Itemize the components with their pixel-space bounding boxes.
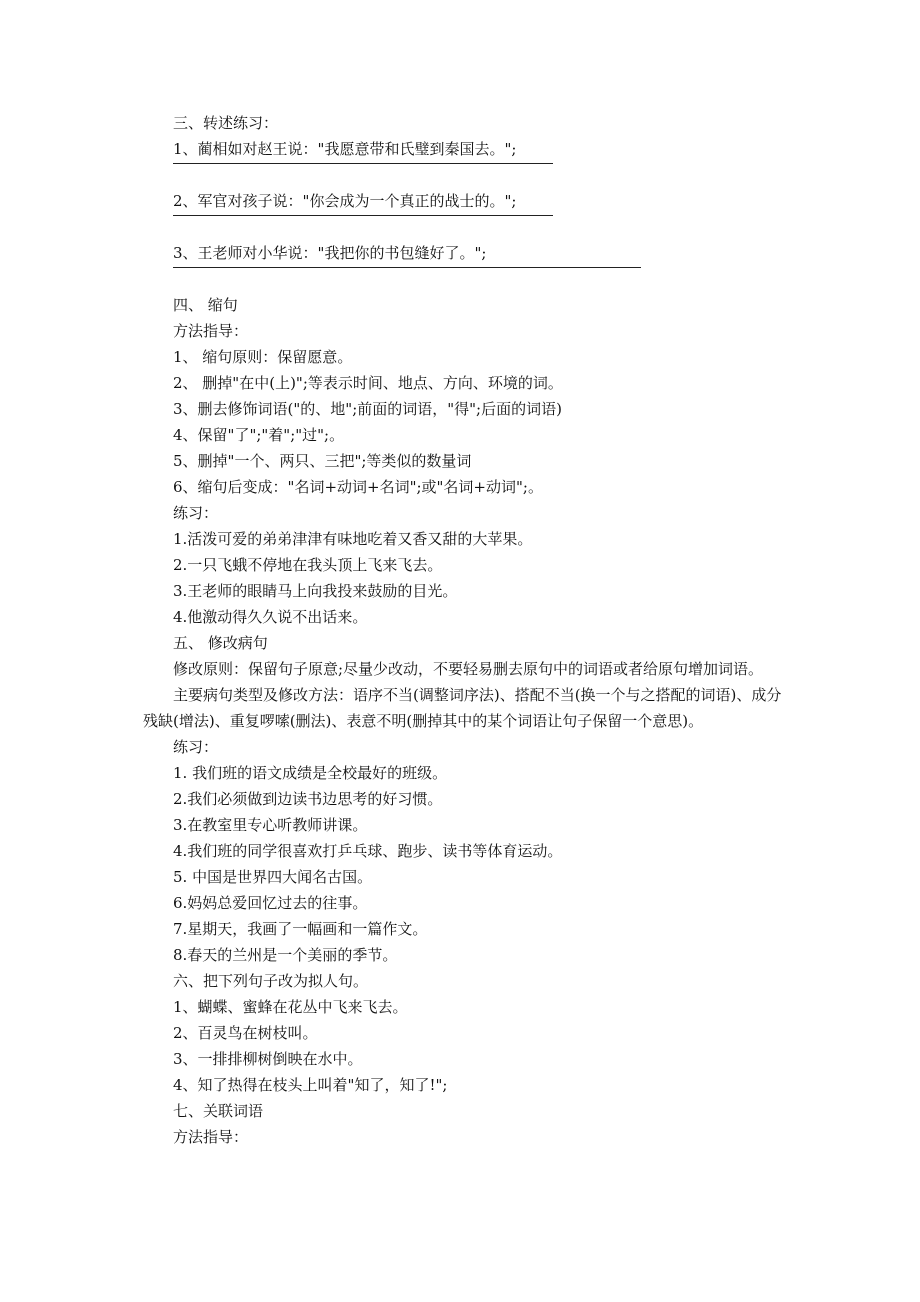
section-5-exercise-2: 2.我们必须做到边读书边思考的好习惯。 — [173, 790, 443, 808]
answer-line-1 — [143, 162, 783, 188]
section-4-exercise-4: 4.他激动得久久说不出话来。 — [173, 608, 368, 626]
section-5-exercise-4: 4.我们班的同学很喜欢打乒乓球、跑步、读书等体育运动。 — [173, 842, 563, 860]
section-5-exercise-8: 8.春天的兰州是一个美丽的季节。 — [173, 946, 398, 964]
section-3-item-1: 1、蔺相如对赵王说："我愿意带和氏璧到秦国去。"; — [173, 140, 517, 158]
section-5-exercise-6: 6.妈妈总爱回忆过去的往事。 — [173, 894, 368, 912]
section-5-exercise-5: 5. 中国是世界四大闻名古国。 — [173, 868, 373, 886]
section-4-method-5: 5、删掉"一个、两只、三把";等类似的数量词 — [173, 452, 472, 470]
answer-line-3 — [143, 266, 783, 292]
section-4-exercise-3: 3.王老师的眼睛马上向我投来鼓励的目光。 — [173, 582, 458, 600]
section-4-method-2: 2、 删掉"在中(上)";等表示时间、地点、方向、环境的词。 — [173, 374, 563, 392]
section-4-method-4: 4、保留"了";"着";"过";。 — [173, 426, 345, 444]
section-4-heading: 四、 缩句 — [173, 296, 238, 314]
section-3-item-2: 2、军官对孩子说："你会成为一个真正的战士的。"; — [173, 192, 517, 210]
section-6-item-2: 2、百灵鸟在树枝叫。 — [173, 1024, 318, 1042]
section-7-heading: 七、关联词语 — [173, 1102, 264, 1120]
section-7-method-title: 方法指导： — [173, 1128, 249, 1146]
section-6-heading: 六、把下列句子改为拟人句。 — [173, 972, 369, 990]
section-3-heading: 三、转述练习： — [173, 114, 279, 132]
section-5-exercise-7: 7.星期天，我画了一幅画和一篇作文。 — [173, 920, 428, 938]
section-4-exercise-2: 2.一只飞蛾不停地在我头顶上飞来飞去。 — [173, 556, 443, 574]
section-6-item-3: 3、一排排柳树倒映在水中。 — [173, 1050, 363, 1068]
section-4-method-1: 1、 缩句原则：保留愿意。 — [173, 348, 353, 366]
section-4-exercise-title: 练习： — [173, 504, 219, 522]
section-5-heading: 五、 修改病句 — [173, 634, 268, 652]
section-4-exercise-1: 1.活泼可爱的弟弟津津有味地吃着又香又甜的大苹果。 — [173, 530, 533, 548]
section-6-item-4: 4、知了热得在枝头上叫着"知了，知了!"; — [173, 1076, 448, 1094]
section-5-exercise-1: 1. 我们班的语文成绩是全校最好的班级。 — [173, 764, 448, 782]
answer-line-2 — [143, 214, 783, 240]
section-3-item-3: 3、王老师对小华说："我把你的书包缝好了。"; — [173, 244, 487, 262]
section-6-item-1: 1、蝴蝶、蜜蜂在花丛中飞来飞去。 — [173, 998, 408, 1016]
section-4-method-6: 6、缩句后变成："名词+动词+名词";或"名词+动词";。 — [173, 478, 543, 496]
document-body — [143, 110, 783, 1150]
section-4-method-3: 3、删去修饰词语("的、地";前面的词语，"得";后面的词语) — [173, 400, 562, 418]
section-5-exercise-title: 练习： — [173, 738, 219, 756]
section-5-types: 主要病句类型及修改方法：语序不当(调整词序法)、搭配不当(换一个与之搭配的词语)、成分残缺(增法)、重复啰嗦(删法)、表意不明(删掉其中的某个词语让句子保留一个意思)。 — [143, 686, 782, 730]
section-4-method-title: 方法指导： — [173, 322, 249, 340]
section-5-exercise-3: 3.在教室里专心听教师讲课。 — [173, 816, 368, 834]
section-5-principle: 修改原则：保留句子原意;尽量少改动，不要轻易删去原句中的词语或者给原句增加词语。 — [173, 660, 764, 678]
